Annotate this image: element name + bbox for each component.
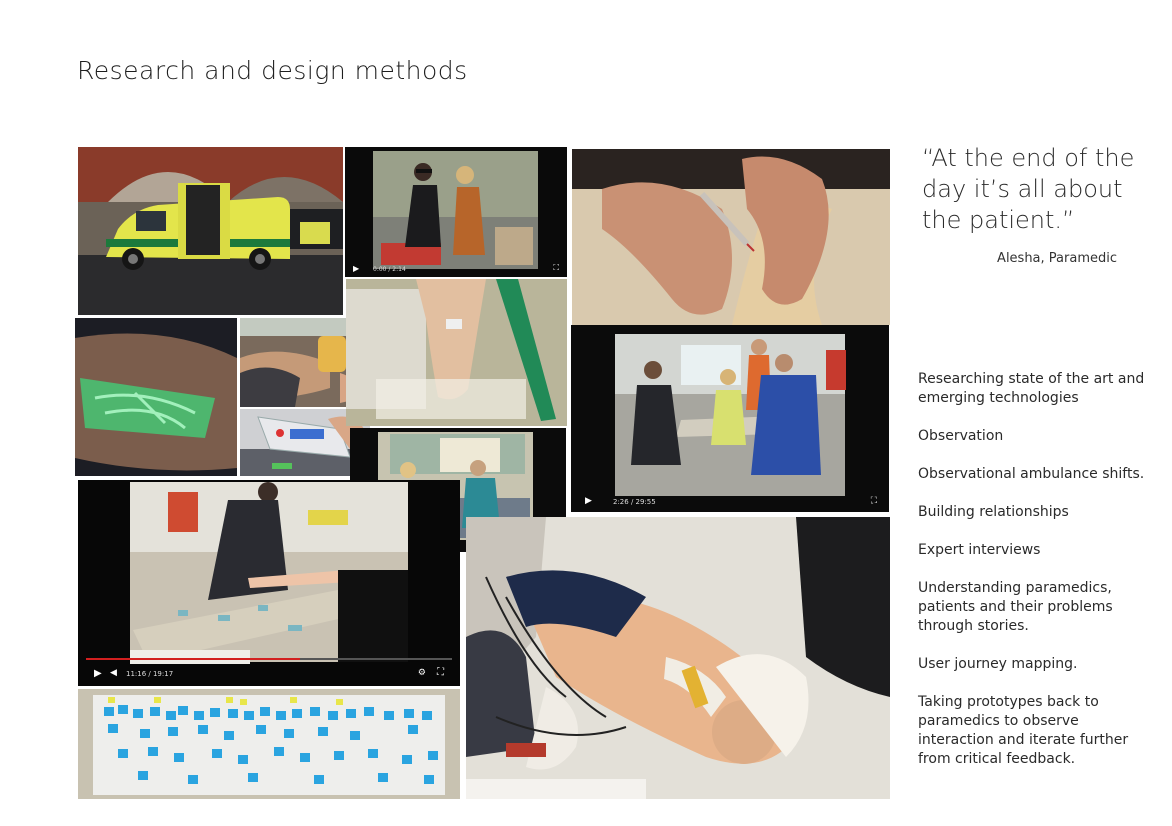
video-controls[interactable] [571, 494, 889, 512]
method-item: Observational ambulance shifts. [918, 466, 1145, 482]
fullscreen-icon[interactable]: ⛶ [437, 667, 444, 678]
blindfold-test-video[interactable] [345, 147, 567, 277]
method-item: Researching state of the art and emerging technologies [918, 371, 1145, 406]
vein-viewer-photo [75, 318, 237, 476]
volume-icon[interactable]: ◀ [110, 668, 117, 678]
methods-list [918, 370, 1148, 769]
method-item: Taking prototypes back to paramedics to observe interaction and iterate further from critical feedback. [918, 694, 1129, 767]
settings-icon[interactable]: ⚙ [417, 668, 426, 678]
video-time: 0:00 / 2:14 [373, 266, 406, 273]
video-controls[interactable] [78, 664, 460, 686]
iv-arm-photo [346, 279, 567, 426]
manikin-scenario-photo [466, 517, 890, 799]
ambulance-photo [78, 147, 343, 315]
page-title: Research and design methods [77, 56, 468, 85]
fullscreen-icon[interactable]: ⛶ [870, 496, 877, 506]
method-item: User journey mapping. [918, 656, 1078, 672]
journey-mapping-photo [78, 689, 460, 799]
video-time: 2:26 / 29:55 [613, 498, 656, 506]
fullscreen-icon[interactable]: ⛶ [553, 263, 559, 272]
injection-closeup-photo [572, 149, 890, 325]
quote-attribution: Alesha, Paramedic [997, 251, 1117, 266]
method-item: Building relationships [918, 504, 1069, 520]
play-icon[interactable]: ▶ [585, 496, 592, 506]
paramedic-quote: “At the end of the day it’s all about the patient.” [922, 144, 1135, 234]
method-item: Expert interviews [918, 542, 1041, 558]
method-item: Understanding paramedics, patients and their problems through stories. [918, 580, 1113, 634]
video-controls[interactable] [345, 263, 567, 277]
method-item: Observation [918, 428, 1004, 444]
play-icon[interactable]: ▶ [94, 668, 102, 679]
play-icon[interactable]: ▶ [353, 264, 360, 273]
video-time: 11:16 / 19:17 [126, 670, 174, 678]
arm-prototype-video[interactable] [78, 480, 460, 686]
group-session-video[interactable] [571, 325, 889, 512]
